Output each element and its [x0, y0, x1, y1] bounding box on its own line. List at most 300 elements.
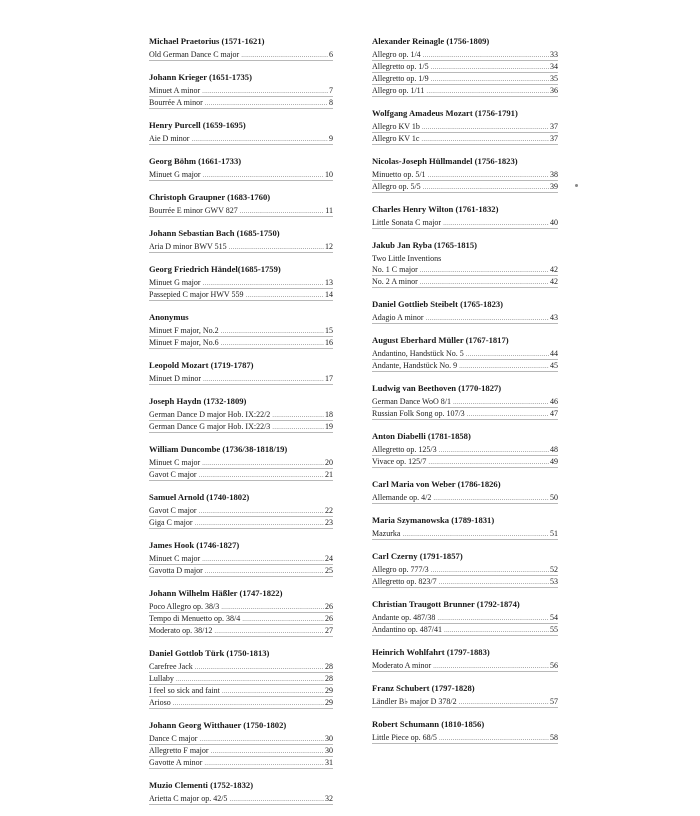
- toc-entry: [149, 49, 333, 61]
- dot-leader: [459, 697, 549, 708]
- page-number: 57: [550, 697, 558, 706]
- composer-section: [372, 431, 558, 468]
- toc-entry: [149, 421, 333, 433]
- piece-title: Moderato op. 38/12: [149, 626, 213, 635]
- composer-section: [372, 36, 558, 97]
- piece-title: I feel so sick and faint: [149, 686, 220, 695]
- page-number: 9: [329, 134, 333, 143]
- page-number: 13: [325, 278, 333, 287]
- dot-leader: [426, 86, 549, 97]
- composer-heading: Muzio Clementi (1752-1832): [149, 780, 254, 790]
- piece-title: German Dance D major Hob. IX:22/2: [149, 410, 271, 419]
- page-number: 31: [325, 758, 333, 767]
- composer-heading: Wolfgang Amadeus Mozart (1756-1791): [372, 108, 518, 118]
- dot-leader: [421, 134, 549, 145]
- page-number: 52: [550, 565, 558, 574]
- page-number: 10: [325, 170, 333, 179]
- dot-leader: [246, 290, 324, 301]
- page-number: 40: [550, 218, 558, 227]
- composer-section: [149, 192, 333, 217]
- dot-leader: [437, 613, 549, 624]
- dot-leader: [431, 74, 549, 85]
- composer-section: [149, 312, 333, 349]
- toc-entry: [149, 133, 333, 145]
- toc-entry: [149, 505, 333, 517]
- toc-entry: [149, 289, 333, 301]
- composer-heading: Daniel Gottlob Türk (1750-1813): [149, 648, 270, 658]
- toc-entry: [372, 528, 558, 540]
- page-number: 29: [325, 698, 333, 707]
- piece-title: Mazurka: [372, 529, 401, 538]
- toc-entry: [149, 241, 333, 253]
- toc-entry: [372, 564, 558, 576]
- piece-title: Minuet C major: [149, 554, 201, 563]
- page-number: 56: [550, 661, 558, 670]
- dot-leader: [202, 86, 328, 97]
- toc-entry: [372, 133, 558, 145]
- composer-section: [149, 780, 333, 805]
- dot-leader: [443, 218, 549, 229]
- composer-heading: Leopold Mozart (1719-1787): [149, 360, 254, 370]
- page-number: 21: [325, 470, 333, 479]
- piece-title: Gavot C major: [149, 506, 197, 515]
- toc-entry: [149, 733, 333, 745]
- composer-heading: Charles Henry Wilton (1761-1832): [372, 204, 499, 214]
- page-number: 42: [550, 277, 558, 286]
- piece-title: Minuet F major, No.6: [149, 338, 219, 347]
- composer-section: [149, 444, 333, 481]
- toc-entry: [372, 312, 558, 324]
- page-number: 28: [325, 674, 333, 683]
- piece-title: Allegro KV 1c: [372, 134, 420, 143]
- toc-entry: [149, 661, 333, 673]
- composer-heading: Alexander Reinagle (1756-1809): [372, 36, 490, 46]
- composer-heading: William Duncombe (1736/38-1818/19): [149, 444, 288, 454]
- composer-heading: Henry Purcell (1659-1695): [149, 120, 246, 130]
- dot-leader: [202, 458, 324, 469]
- piece-title: Allegretto op. 823/7: [372, 577, 437, 586]
- toc-entry: [149, 373, 333, 385]
- piece-title: Allegretto F major: [149, 746, 209, 755]
- page-number: 34: [550, 62, 558, 71]
- piece-title: German Dance WoO 8/1: [372, 397, 451, 406]
- dot-leader: [229, 794, 324, 805]
- composer-section: [372, 719, 558, 744]
- piece-title: Andante, Handstück No. 9: [372, 361, 458, 370]
- piece-title: Minuet G major: [149, 278, 201, 287]
- composer-section: [372, 515, 558, 540]
- dot-leader: [431, 565, 549, 576]
- piece-title: Little Piece op. 68/5: [372, 733, 437, 742]
- dot-leader: [272, 410, 324, 421]
- piece-title: Bourrée E minor GWV 827: [149, 206, 238, 215]
- dot-leader: [211, 746, 324, 757]
- speck-mark: [575, 184, 578, 187]
- page-number: 19: [325, 422, 333, 431]
- page-number: 47: [550, 409, 558, 418]
- dot-leader: [199, 734, 324, 745]
- composer-heading: Georg Böhm (1661-1733): [149, 156, 242, 166]
- piece-title: No. 2 A minor: [372, 277, 418, 286]
- composer-section: [372, 599, 558, 636]
- composer-heading: Franz Schubert (1797-1828): [372, 683, 475, 693]
- piece-title: Minuetto op. 5/1: [372, 170, 426, 179]
- dot-leader: [426, 313, 549, 324]
- dot-leader: [467, 409, 549, 420]
- piece-title: Arioso: [149, 698, 171, 707]
- composer-section: [372, 479, 558, 504]
- dot-leader: [453, 397, 549, 408]
- toc-entry: [149, 469, 333, 481]
- piece-title: Minuet F major, No.2: [149, 326, 219, 335]
- composer-heading: Anton Diabelli (1781-1858): [372, 431, 471, 441]
- piece-title: Aie D minor: [149, 134, 190, 143]
- toc-entry: [372, 492, 558, 504]
- dot-leader: [214, 626, 324, 637]
- toc-entry: [372, 696, 558, 708]
- dot-leader: [466, 349, 549, 360]
- toc-entry: [149, 793, 333, 805]
- composer-section: [149, 360, 333, 385]
- toc-entry: [372, 444, 558, 456]
- piece-title: Gavotte A minor: [149, 758, 203, 767]
- toc-left-column: [149, 36, 333, 816]
- composer-heading: Joseph Haydn (1732-1809): [149, 396, 247, 406]
- composer-section: [372, 240, 558, 288]
- piece-title: Andantino, Handstück No. 5: [372, 349, 464, 358]
- composer-heading: Johann Sebastian Bach (1685-1750): [149, 228, 280, 238]
- piece-title: Allegro op. 777/3: [372, 565, 429, 574]
- composer-section: [372, 683, 558, 708]
- composer-heading: Heinrich Wohlfahrt (1797-1883): [372, 647, 490, 657]
- toc-entry: [372, 121, 558, 133]
- page-number: 17: [325, 374, 333, 383]
- composer-section: [372, 204, 558, 229]
- page-number: 7: [329, 86, 333, 95]
- toc-entry: [149, 325, 333, 337]
- page-number: 50: [550, 493, 558, 502]
- dot-leader: [205, 566, 324, 577]
- composer-section: [149, 588, 333, 637]
- toc-entry: [372, 276, 558, 288]
- page-number: 51: [550, 529, 558, 538]
- piece-title: Aria D minor BWV 515: [149, 242, 227, 251]
- piece-title: Minuet D minor: [149, 374, 201, 383]
- toc-entry: [372, 253, 558, 264]
- toc-entry: [149, 673, 333, 685]
- page-number: 26: [325, 614, 333, 623]
- composer-heading: James Hook (1746-1827): [149, 540, 240, 550]
- composer-heading: Johann Krieger (1651-1735): [149, 72, 252, 82]
- dot-leader: [423, 50, 549, 61]
- piece-title: Carefree Jack: [149, 662, 193, 671]
- dot-leader: [431, 62, 549, 73]
- dot-leader: [195, 518, 324, 529]
- toc-entry: [149, 85, 333, 97]
- composer-heading: Michael Praetorius (1571-1621): [149, 36, 265, 46]
- piece-title: Allegretto op. 125/3: [372, 445, 437, 454]
- toc-entry: [372, 85, 558, 97]
- toc-entry: [372, 396, 558, 408]
- toc-entry: [372, 61, 558, 73]
- page-number: 27: [325, 626, 333, 635]
- page-number: 16: [325, 338, 333, 347]
- dot-leader: [176, 674, 324, 685]
- page-number: 30: [325, 734, 333, 743]
- page-number: 35: [550, 74, 558, 83]
- page-number: 32: [325, 794, 333, 803]
- dot-leader: [422, 122, 549, 133]
- toc-entry: [372, 169, 558, 181]
- dot-leader: [439, 733, 549, 744]
- toc-entry: [372, 732, 558, 744]
- piece-title: Allegro op. 1/11: [372, 86, 425, 95]
- toc-entry: [372, 456, 558, 468]
- piece-title: Andantino op. 487/41: [372, 625, 442, 634]
- piece-title: Vivace op. 125/7: [372, 457, 427, 466]
- toc-entry: [149, 697, 333, 709]
- piece-title: Giga C major: [149, 518, 193, 527]
- piece-title: Moderato A minor: [372, 661, 432, 670]
- composer-heading: Ludwig van Beethoven (1770-1827): [372, 383, 502, 393]
- toc-entry: [372, 181, 558, 193]
- dot-leader: [222, 686, 324, 697]
- dot-leader: [433, 661, 549, 672]
- composer-section: [372, 156, 558, 193]
- toc-entry: [149, 565, 333, 577]
- dot-leader: [203, 374, 324, 385]
- page-number: 30: [325, 746, 333, 755]
- dot-leader: [439, 445, 549, 456]
- toc-entry: [372, 612, 558, 624]
- piece-title: Dance C major: [149, 734, 198, 743]
- page-number: 37: [550, 134, 558, 143]
- page-number: 36: [550, 86, 558, 95]
- composer-section: [149, 492, 333, 529]
- piece-title: Russian Folk Song op. 107/3: [372, 409, 465, 418]
- piece-title: Andante op. 487/38: [372, 613, 436, 622]
- page-number: 23: [325, 518, 333, 527]
- dot-leader: [420, 277, 549, 288]
- toc-entry: [149, 625, 333, 637]
- page-number: 49: [550, 457, 558, 466]
- piece-title: Minuet A minor: [149, 86, 201, 95]
- composer-heading: Robert Schumann (1810-1856): [372, 719, 485, 729]
- toc-entry: [149, 169, 333, 181]
- piece-title: Allegretto op. 1/5: [372, 62, 429, 71]
- dot-leader: [423, 182, 549, 193]
- page-number: 39: [550, 182, 558, 191]
- composer-section: [372, 335, 558, 372]
- composer-heading: Christoph Graupner (1683-1760): [149, 192, 271, 202]
- page-number: 8: [329, 98, 333, 107]
- dot-leader: [459, 361, 549, 372]
- toc-entry: [149, 205, 333, 217]
- piece-title: Allegro op. 1/4: [372, 50, 421, 59]
- page-number: 54: [550, 613, 558, 622]
- page-number: 22: [325, 506, 333, 515]
- page-number: 55: [550, 625, 558, 634]
- toc-right-column: [372, 36, 558, 755]
- piece-title: Allegretto op. 1/9: [372, 74, 429, 83]
- toc-entry: [149, 337, 333, 349]
- composer-heading: Samuel Arnold (1740-1802): [149, 492, 250, 502]
- dot-leader: [195, 662, 324, 673]
- page-number: 33: [550, 50, 558, 59]
- piece-title: No. 1 C major: [372, 265, 418, 274]
- page-number: 43: [550, 313, 558, 322]
- composer-section: [372, 108, 558, 145]
- dot-leader: [402, 529, 549, 540]
- piece-title: Arietta C major op. 42/5: [149, 794, 228, 803]
- dot-leader: [242, 614, 324, 625]
- page-number: 48: [550, 445, 558, 454]
- composer-heading: Georg Friedrich Händel(1685-1759): [149, 264, 281, 274]
- dot-leader: [428, 457, 549, 468]
- composer-section: [149, 72, 333, 109]
- composer-heading: August Eberhard Müller (1767-1817): [372, 335, 509, 345]
- toc-entry: [149, 409, 333, 421]
- dot-leader: [221, 602, 324, 613]
- composer-heading: Nicolas-Joseph Hüllmandel (1756-1823): [372, 156, 518, 166]
- composer-section: [372, 383, 558, 420]
- composer-heading: Carl Czerny (1791-1857): [372, 551, 463, 561]
- toc-entry: [149, 757, 333, 769]
- dot-leader: [428, 170, 549, 181]
- page-number: 58: [550, 733, 558, 742]
- composer-heading: Christian Traugott Brunner (1792-1874): [372, 599, 520, 609]
- toc-entry: [149, 745, 333, 757]
- composer-section: [149, 228, 333, 253]
- toc-entry: [372, 73, 558, 85]
- composer-heading: Anonymus: [149, 312, 189, 322]
- composer-heading: Carl Maria von Weber (1786-1826): [372, 479, 501, 489]
- toc-entry: [372, 408, 558, 420]
- toc-entry: [149, 457, 333, 469]
- dot-leader: [202, 554, 324, 565]
- toc-entry: [372, 660, 558, 672]
- page-number: 44: [550, 349, 558, 358]
- piece-title: Allegro op. 5/5: [372, 182, 421, 191]
- page-number: 53: [550, 577, 558, 586]
- piece-title: Little Sonata C major: [372, 218, 442, 227]
- dot-leader: [420, 265, 549, 276]
- toc-entry: [149, 601, 333, 613]
- piece-title: Passepied C major HWV 559: [149, 290, 244, 299]
- dot-leader: [221, 338, 324, 349]
- toc-entry: [372, 360, 558, 372]
- toc-entry: [372, 217, 558, 229]
- composer-section: [372, 551, 558, 588]
- page-number: 14: [325, 290, 333, 299]
- toc-entry: [372, 576, 558, 588]
- dot-leader: [204, 758, 324, 769]
- dot-leader: [203, 170, 324, 181]
- dot-leader: [203, 278, 324, 289]
- toc-entry: [149, 517, 333, 529]
- dot-leader: [433, 493, 549, 504]
- page-number: 26: [325, 602, 333, 611]
- dot-leader: [444, 625, 549, 636]
- composer-section: [149, 264, 333, 301]
- composer-heading: Johann Georg Witthauer (1750-1802): [149, 720, 287, 730]
- dot-leader: [191, 134, 328, 145]
- piece-title: Poco Allegro op. 38/3: [149, 602, 220, 611]
- page-number: 25: [325, 566, 333, 575]
- page-number: 12: [325, 242, 333, 251]
- page-number: 46: [550, 397, 558, 406]
- composer-section: [149, 156, 333, 181]
- piece-title: Minuet C major: [149, 458, 201, 467]
- page-number: 37: [550, 122, 558, 131]
- toc-entry: [372, 624, 558, 636]
- dot-leader: [272, 422, 324, 433]
- piece-title: Adagio A minor: [372, 313, 424, 322]
- page-number: 6: [329, 50, 333, 59]
- piece-title: Old German Dance C major: [149, 50, 240, 59]
- page-number: 11: [325, 206, 333, 215]
- piece-title: Lullaby: [149, 674, 174, 683]
- page-number: 24: [325, 554, 333, 563]
- composer-section: [149, 36, 333, 61]
- piece-title: Ländler B♭ major D 378/2: [372, 697, 457, 706]
- page-number: 20: [325, 458, 333, 467]
- toc-entry: [372, 348, 558, 360]
- piece-title: Bourrée A minor: [149, 98, 203, 107]
- piece-title: Minuet G major: [149, 170, 201, 179]
- composer-section: [149, 396, 333, 433]
- page-number: 45: [550, 361, 558, 370]
- page-number: 29: [325, 686, 333, 695]
- page-number: 28: [325, 662, 333, 671]
- piece-title: Two Little Inventions: [372, 254, 442, 263]
- dot-leader: [221, 326, 324, 337]
- page-number: 15: [325, 326, 333, 335]
- piece-title: German Dance G major Hob. IX:22/3: [149, 422, 271, 431]
- toc-entry: [149, 553, 333, 565]
- piece-title: Gavotta D major: [149, 566, 203, 575]
- dot-leader: [199, 506, 324, 517]
- composer-heading: Daniel Gottlieb Steibelt (1765-1823): [372, 299, 504, 309]
- dot-leader: [229, 242, 324, 253]
- piece-title: Allemande op. 4/2: [372, 493, 432, 502]
- toc-entry: [149, 613, 333, 625]
- composer-heading: Maria Szymanowska (1789-1831): [372, 515, 495, 525]
- toc-entry: [149, 277, 333, 289]
- dot-leader: [241, 50, 328, 61]
- toc-entry: [372, 264, 558, 276]
- toc-entry: [372, 49, 558, 61]
- composer-heading: Jakub Jan Ryba (1765-1815): [372, 240, 477, 250]
- piece-title: Gavot C major: [149, 470, 197, 479]
- composer-heading: Johann Wilhelm Häßler (1747-1822): [149, 588, 283, 598]
- page-number: 38: [550, 170, 558, 179]
- composer-section: [149, 720, 333, 769]
- composer-section: [372, 647, 558, 672]
- composer-section: [149, 540, 333, 577]
- composer-section: [149, 120, 333, 145]
- page-number: 42: [550, 265, 558, 274]
- toc-entry: [149, 97, 333, 109]
- piece-title: Allegro KV 1b: [372, 122, 420, 131]
- toc-entry: [149, 685, 333, 697]
- composer-section: [372, 299, 558, 324]
- dot-leader: [439, 577, 549, 588]
- dot-leader: [199, 470, 324, 481]
- piece-title: Tempo di Menuetto op. 38/4: [149, 614, 241, 623]
- page-number: 18: [325, 410, 333, 419]
- dot-leader: [205, 98, 328, 109]
